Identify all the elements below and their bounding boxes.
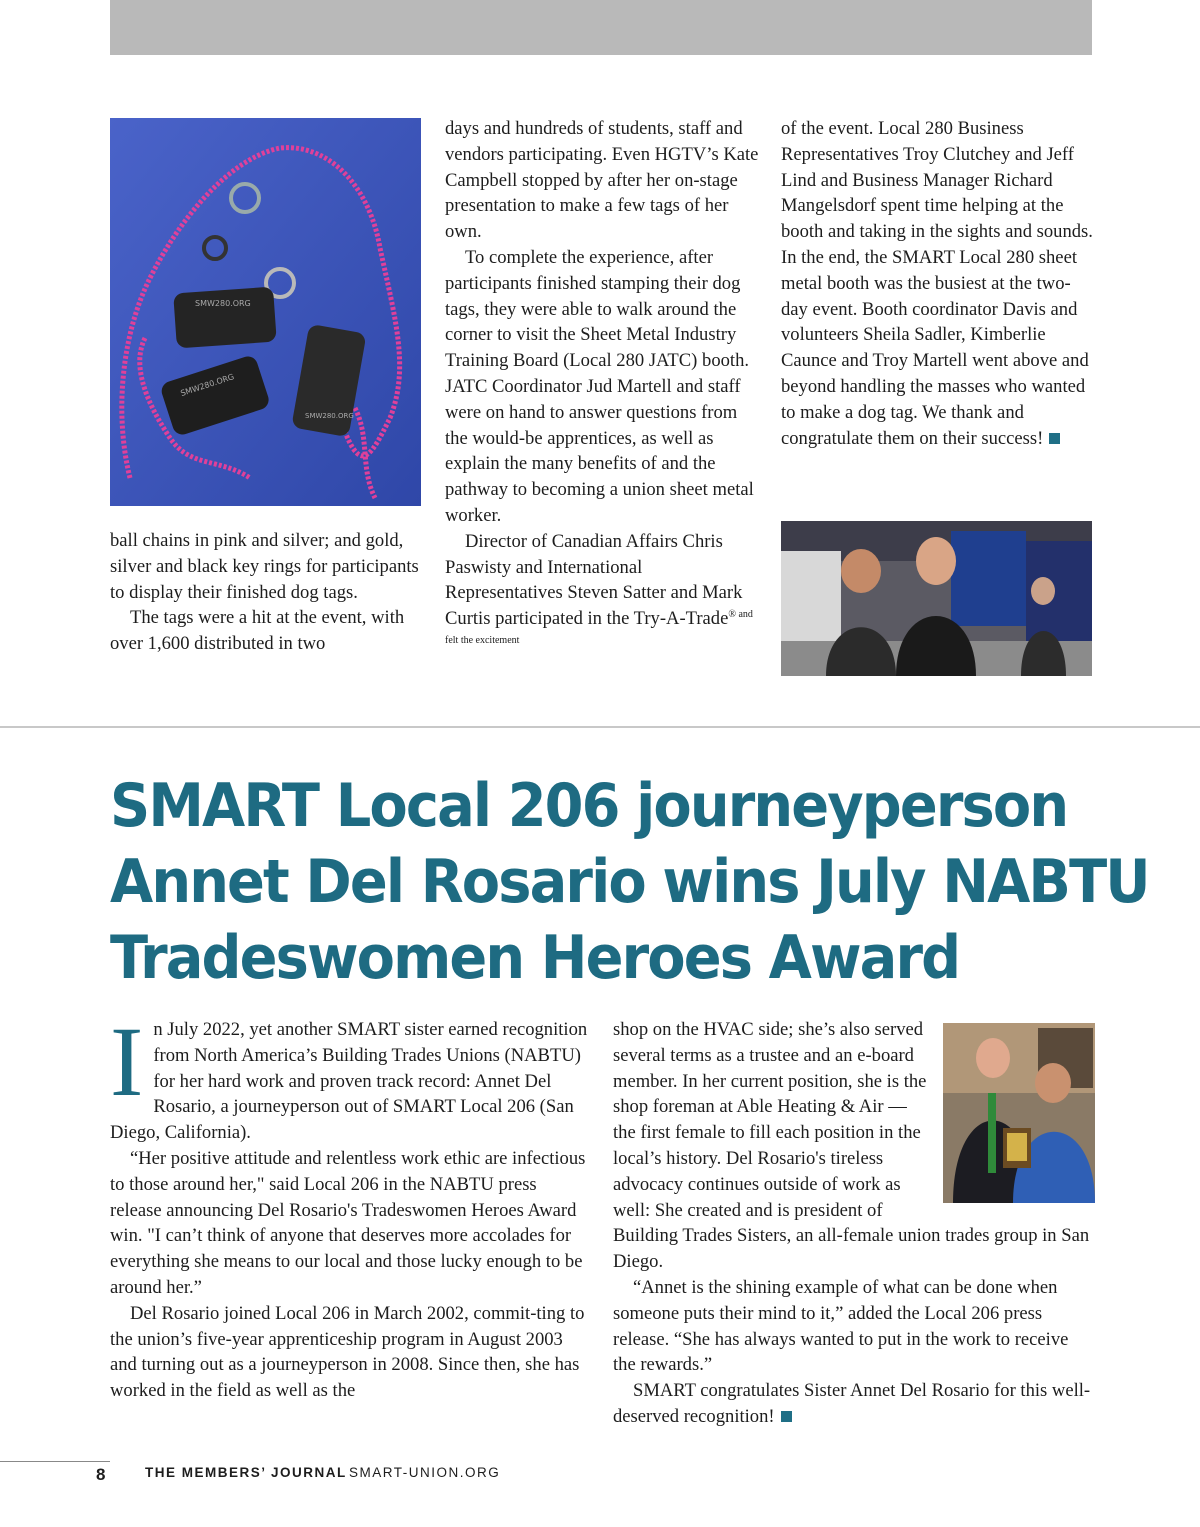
article-headline — [110, 768, 1149, 996]
paragraph: SMART congratulates Sister Annet Del Rosario for this well-deserved recognition! — [613, 1380, 1091, 1427]
paragraph: The tags were a hit at the event, with over 1,600 distributed in two — [110, 607, 405, 655]
bottom-article-column-2 — [613, 1017, 1095, 1430]
section-divider — [0, 726, 1200, 728]
end-of-story-square-icon — [781, 1411, 792, 1422]
paragraph: Director of Canadian Affairs Chris Paswisty and International Representatives Steven Satter and Mark Curtis participated in the Try-A-Trade — [445, 530, 743, 630]
end-of-story-square-icon — [1049, 433, 1060, 444]
headline-line: SMART Local 206 journeyperson — [110, 771, 1068, 841]
paragraph: of the event. Local 280 Business Representatives Troy Clutchey and Jeff Lind and Business Manager Richard Mangelsdorf spent time helping at the booth and taking in the sights and sounds. In the end, the SMART Local 280 sheet metal booth was the busiest at the two-day event. Booth coordinator Davis and volunteers Sheila Sadler, Kimberlie Caunce and Troy Martell went above and beyond handling the masses who wanted to make a dog tag. We thank and congratulate them on their success! — [781, 118, 1093, 449]
publication-name: THE MEMBERS’ JOURNAL — [145, 1465, 347, 1480]
header-bar — [110, 0, 1092, 55]
bottom-article-column-1 — [110, 1006, 590, 1404]
award-photo — [943, 1023, 1095, 1203]
paragraph: days and hundreds of students, staff and vendors participating. Even HGTV’s Kate Campbell stopped by after her on-stage presentation to make a few tags of her own. — [445, 118, 759, 243]
headline-line: Annet Del Rosario wins July NABTU — [110, 847, 1149, 917]
top-article-column-3 — [781, 116, 1093, 451]
dog-tag-text-3: SMW280.ORG — [305, 412, 354, 420]
paragraph: “Her positive attitude and relentless work ethic are infectious to those around her," said Local 206 in the NABTU press release announcing Del Rosario's Tradeswomen Heroes Award win. "I can’t think of anyone that deserves more accolades for everything she means to our local and those lucky enough to be around her.” — [110, 1147, 586, 1298]
website-link[interactable]: SMART-UNION.ORG — [349, 1465, 501, 1480]
dog-tag-text-1: SMW280.ORG — [195, 299, 251, 308]
paragraph: “Annet is the shining example of what can be done when someone puts their mind to it,” added the Local 206 press release. “She has always wanted to put in the work to receive the rewards.” — [613, 1276, 1069, 1376]
dog-tags-photo — [110, 118, 421, 506]
paragraph: Del Rosario joined Local 206 in March 2002, commit-ting to the union’s five-year apprenticeship program in August 2003 and turning out as a journeyperson in 2008. Since then, she has worked in the field as well as the — [110, 1302, 585, 1402]
paragraph: ball chains in pink and silver; and gold, silver and black key rings for participants to display their finished dog tags. — [110, 530, 419, 603]
page-number: 8 — [96, 1465, 107, 1484]
paragraph: shop on the HVAC side; she’s also served several terms as a trustee and an e-board member. In her current position, she is the shop foreman at Able Heating & Air — the first female to fill each position in the local’s history. Del Rosario's tireless advocacy continues outside of work as well: She created and is president of Building Trades Sisters, an all-female union trades group in San Diego. — [613, 1019, 1090, 1273]
headline-line: Tradeswomen Heroes Award — [110, 923, 960, 993]
booth-photo — [781, 521, 1092, 676]
dog-tag-text-2: SMW280.ORG — [179, 372, 236, 398]
registered-mark: ® and felt the excitement — [445, 608, 753, 646]
drop-cap: I — [110, 1006, 144, 1117]
paragraph: n July 2022, yet another SMART sister earned recognition from North America’s Building Trades Unions (NABTU) for her hard work and proven track record: Annet Del Rosario, a journeyperson out of SMART Local 206 (San Diego, California). — [110, 1019, 588, 1144]
paragraph: To complete the experience, after participants finished stamping their dog tags, they were able to walk around the corner to visit the Sheet Metal Industry Training Board (Local 280 JATC) booth. JATC Coordinator Jud Martell and staff were on hand to answer questions from the would-be apprentices, as well as explain the many benefits of and the pathway to becoming a union sheet metal worker. — [445, 246, 754, 526]
top-article-column-1 — [110, 528, 428, 657]
footer-rule — [0, 1461, 110, 1462]
top-article-column-2 — [445, 116, 760, 658]
